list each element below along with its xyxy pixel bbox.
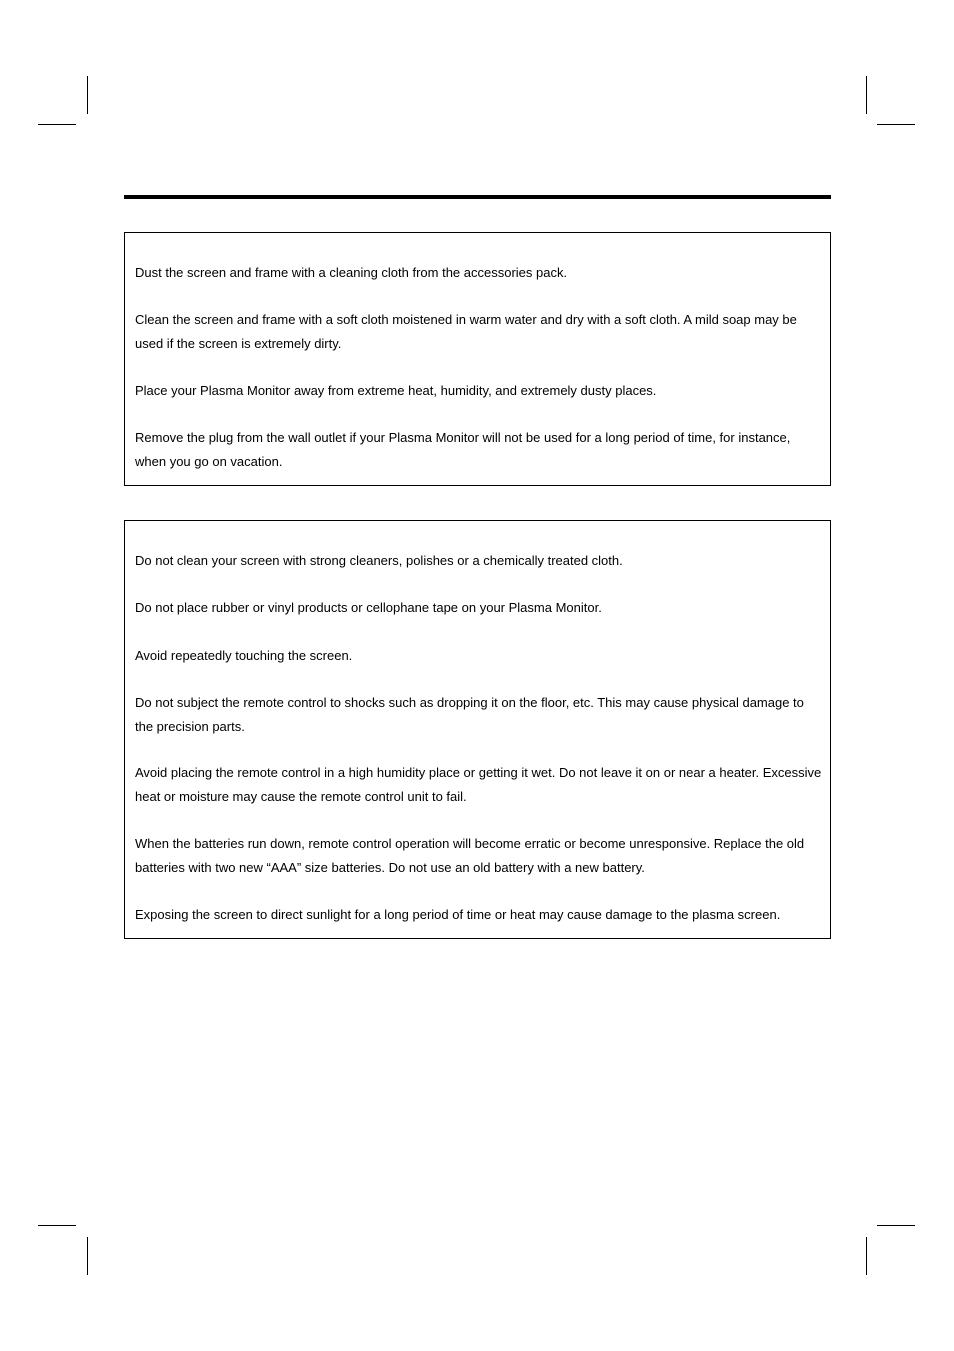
care-item: Remove the plug from the wall outlet if your Plasma Monitor will not be used for a long period of time, for instance, when you go on vacation. — [135, 430, 791, 469]
caution-item: Avoid repeatedly touching the screen. — [135, 648, 353, 663]
caution-box — [124, 520, 831, 939]
crop-mark-top-right-horizontal — [877, 124, 915, 125]
crop-mark-bottom-left-vertical — [87, 1237, 88, 1275]
crop-mark-top-right-vertical — [866, 76, 867, 114]
crop-mark-top-left-vertical — [87, 76, 88, 114]
crop-mark-bottom-left-horizontal — [38, 1225, 76, 1226]
caution-item: Exposing the screen to direct sunlight for a long period of time or heat may cause damage to the plasma screen. — [135, 907, 781, 922]
caution-item: Do not subject the remote control to shocks such as dropping it on the floor, etc. This may cause physical damage to the precision parts. — [135, 695, 804, 734]
header-rule — [124, 195, 831, 199]
caution-item: When the batteries run down, remote control operation will become erratic or become unresponsive. Replace the old batteries with two new “AAA” size batteries. Do not use an old battery with a new battery. — [135, 836, 805, 875]
care-instructions-box — [124, 232, 831, 486]
caution-item: Do not place rubber or vinyl products or cellophane tape on your Plasma Monitor. — [135, 600, 602, 615]
crop-mark-top-left-horizontal — [38, 124, 76, 125]
caution-item: Do not clean your screen with strong cleaners, polishes or a chemically treated cloth. — [135, 553, 623, 568]
crop-mark-bottom-right-horizontal — [877, 1225, 915, 1226]
care-item: Dust the screen and frame with a cleaning cloth from the accessories pack. — [135, 265, 568, 280]
caution-item: Avoid placing the remote control in a high humidity place or getting it wet. Do not leave it on or near a heater. Excessive heat or moisture may cause the remote control unit to fail. — [135, 765, 822, 804]
care-item: Clean the screen and frame with a soft cloth moistened in warm water and dry with a soft cloth. A mild soap may be used if the screen is extremely dirty. — [135, 312, 797, 351]
crop-mark-bottom-right-vertical — [866, 1237, 867, 1275]
care-item: Place your Plasma Monitor away from extreme heat, humidity, and extremely dusty places. — [135, 383, 657, 398]
